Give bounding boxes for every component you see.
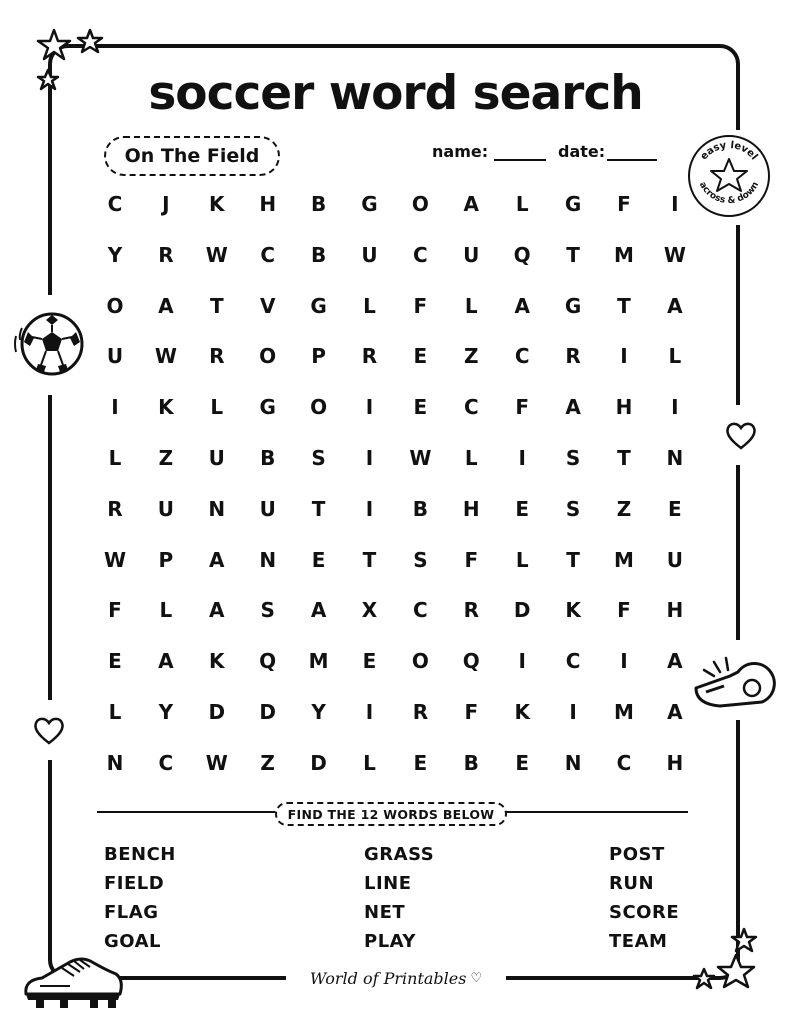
grid-letter[interactable]: U	[361, 242, 378, 267]
grid-letter[interactable]: Y	[107, 242, 123, 267]
grid-letter[interactable]: C	[565, 649, 581, 674]
grid-letter[interactable]: A	[310, 598, 327, 623]
grid-letter[interactable]: F	[617, 598, 631, 623]
grid-letter[interactable]: E	[413, 395, 428, 420]
grid-letter[interactable]: G	[361, 192, 378, 216]
grid-letter[interactable]: O	[259, 344, 277, 369]
heart-icon	[32, 715, 66, 747]
grid-letter[interactable]: S	[565, 496, 581, 521]
grid-letter[interactable]: Q	[513, 242, 531, 267]
grid-letter[interactable]: A	[514, 293, 530, 318]
badge-line1: easy level	[698, 139, 760, 163]
word-item: GOAL	[104, 931, 161, 952]
date-line[interactable]	[607, 145, 657, 161]
grid-letter[interactable]: F	[464, 700, 479, 724]
word-item: SCORE	[609, 902, 680, 923]
word-item: POST	[609, 844, 665, 865]
grid-letter[interactable]: T	[209, 293, 224, 318]
grid-letter[interactable]: L	[464, 293, 478, 318]
grid-letter[interactable]: W	[663, 242, 686, 267]
word-item: GRASS	[364, 844, 435, 865]
grid-letter[interactable]: A	[209, 547, 225, 572]
grid-letter[interactable]: A	[667, 293, 683, 318]
grid-letter[interactable]: O	[310, 395, 328, 420]
word-item: FIELD	[104, 873, 165, 894]
grid-letter[interactable]: A	[667, 700, 683, 724]
grid-letter[interactable]: R	[361, 344, 378, 369]
soccer-ball-icon	[12, 310, 88, 380]
grid-letter[interactable]: A	[667, 649, 683, 674]
grid-letter[interactable]: S	[260, 598, 275, 623]
grid-letter[interactable]: L	[210, 395, 224, 420]
word-item: NET	[364, 902, 406, 923]
grid-letter[interactable]: Z	[158, 446, 174, 470]
grid-letter[interactable]: E	[362, 649, 377, 674]
grid-letter[interactable]: A	[209, 598, 225, 623]
grid-letter[interactable]: R	[565, 344, 581, 369]
grid-letter[interactable]: C	[413, 242, 428, 267]
grid-letter[interactable]: W	[205, 242, 228, 267]
star-icon	[694, 969, 714, 988]
theme-label: On The Field	[104, 136, 280, 176]
grid-letter[interactable]: U	[463, 242, 480, 267]
grid-letter[interactable]: G	[259, 395, 276, 420]
grid-letter[interactable]: U	[259, 496, 276, 521]
grid-letter[interactable]: I	[111, 395, 119, 420]
grid-letter[interactable]: R	[209, 344, 225, 369]
grid-letter[interactable]: K	[209, 192, 225, 216]
word-item: TEAM	[609, 931, 668, 952]
whistle-icon	[690, 648, 780, 712]
grid-letter[interactable]: I	[365, 395, 374, 420]
grid-letter[interactable]: E	[515, 750, 530, 775]
grid-letter[interactable]: F	[464, 547, 479, 572]
grid-letter[interactable]: K	[209, 649, 225, 674]
grid-letter[interactable]: B	[463, 750, 479, 775]
grid-letter[interactable]: F	[413, 293, 428, 318]
grid-letter[interactable]: A	[158, 649, 174, 674]
star-icon	[38, 70, 58, 89]
date-label: date:	[558, 142, 606, 161]
grid-letter[interactable]: G	[564, 192, 582, 216]
star-icon	[78, 30, 102, 52]
grid-letter[interactable]: L	[515, 547, 529, 572]
grid-letter[interactable]: D	[513, 598, 531, 623]
grid-letter[interactable]: B	[260, 446, 276, 470]
grid-letter[interactable]: G	[564, 293, 582, 318]
grid-letter[interactable]: M	[614, 242, 634, 267]
grid-letter[interactable]: L	[363, 293, 376, 318]
grid-letter[interactable]: A	[463, 192, 480, 216]
grid-letter[interactable]: N	[564, 750, 582, 775]
grid-letter[interactable]: D	[259, 700, 276, 724]
grid-letter[interactable]: K	[565, 598, 581, 623]
grid-letter[interactable]: H	[615, 395, 633, 420]
grid-letter[interactable]: T	[617, 446, 631, 470]
grid-letter[interactable]: N	[259, 547, 277, 572]
grid-letter[interactable]: I	[671, 192, 679, 216]
grid-letter[interactable]: L	[363, 750, 376, 775]
grid-letter[interactable]: K	[158, 395, 174, 420]
grid-letter[interactable]: B	[412, 496, 429, 521]
grid-letter[interactable]: S	[413, 547, 428, 572]
grid-letter[interactable]: R	[463, 598, 479, 623]
grid-letter[interactable]: O	[411, 192, 429, 216]
grid-letter[interactable]: Y	[158, 700, 174, 724]
word-item: RUN	[609, 873, 655, 894]
grid-letter[interactable]: K	[514, 700, 530, 724]
grid-letter[interactable]: C	[158, 750, 174, 775]
grid-letter[interactable]: A	[565, 395, 581, 420]
grid-letter[interactable]: R	[107, 496, 123, 521]
grid-letter[interactable]: N	[106, 750, 124, 775]
grid-letter[interactable]: E	[413, 750, 428, 775]
grid-letter[interactable]: W	[154, 344, 177, 369]
grid-letter[interactable]: I	[365, 700, 374, 724]
grid-letter[interactable]: F	[108, 598, 122, 623]
word-item: LINE	[364, 873, 412, 894]
grid-letter[interactable]: V	[259, 293, 276, 318]
divider-left	[97, 811, 277, 813]
grid-letter[interactable]: B	[310, 242, 327, 267]
grid-letter[interactable]: U	[106, 344, 124, 369]
heart-icon	[724, 420, 758, 452]
grid-letter[interactable]: U	[666, 547, 684, 572]
grid-letter[interactable]: L	[159, 598, 173, 623]
grid-letter[interactable]: C	[413, 598, 428, 623]
grid-letter[interactable]: D	[208, 700, 226, 724]
grid-letter[interactable]: X	[361, 598, 378, 623]
grid-letter[interactable]: H	[666, 598, 684, 623]
stars-cluster-top-left	[34, 26, 108, 98]
grid-letter[interactable]: L	[464, 446, 478, 470]
grid-letter[interactable]: C	[514, 344, 530, 369]
divider-right	[505, 811, 688, 813]
grid-letter[interactable]: I	[365, 446, 374, 470]
find-words-label: FIND THE 12 WORDS BELOW	[275, 802, 507, 826]
grid-letter[interactable]: E	[413, 344, 428, 369]
grid-letter[interactable]: E	[515, 496, 530, 521]
grid-letter[interactable]: S	[565, 446, 581, 470]
grid-letter[interactable]: N	[208, 496, 226, 521]
grid-letter[interactable]: G	[310, 293, 327, 318]
name-label: name:	[432, 142, 489, 161]
grid-letter[interactable]: U	[208, 446, 225, 470]
grid-letter[interactable]: E	[108, 649, 122, 674]
grid-letter[interactable]: T	[566, 242, 580, 267]
grid-letter[interactable]: Q	[259, 649, 277, 674]
grid-letter[interactable]: O	[106, 293, 124, 318]
grid-letter[interactable]: N	[666, 446, 684, 470]
grid-letter[interactable]: L	[515, 192, 529, 216]
grid-letter[interactable]: T	[617, 293, 631, 318]
grid-letter[interactable]: A	[158, 293, 174, 318]
grid-letter[interactable]: B	[310, 192, 327, 216]
page-title: soccer word search	[148, 66, 643, 121]
grid-letter[interactable]: W	[103, 547, 127, 572]
credit-text	[286, 964, 506, 992]
grid-letter[interactable]: H	[462, 496, 480, 521]
grid-letter[interactable]: T	[311, 496, 326, 521]
date-field[interactable]	[558, 142, 657, 161]
grid-letter[interactable]: E	[311, 547, 326, 572]
grid-letter[interactable]: I	[365, 496, 374, 521]
grid-letter[interactable]: W	[205, 750, 228, 775]
grid-letter[interactable]: C	[107, 192, 123, 216]
grid-letter[interactable]: J	[162, 192, 170, 216]
grid-letter[interactable]: H	[259, 192, 277, 216]
grid-letter[interactable]: P	[311, 344, 326, 369]
word-item: FLAG	[104, 902, 159, 923]
grid-letter[interactable]: R	[412, 700, 429, 724]
grid-letter[interactable]: C	[616, 750, 632, 775]
grid-letter[interactable]: T	[566, 547, 580, 572]
grid-letter[interactable]: I	[569, 700, 577, 724]
grid-letter[interactable]: Z	[260, 750, 275, 775]
grid-letter[interactable]: H	[666, 750, 684, 775]
name-field[interactable]	[432, 142, 546, 161]
stars-cluster-bottom-right	[690, 925, 760, 997]
grid-letter[interactable]: L	[108, 446, 122, 470]
grid-letter[interactable]: E	[668, 496, 682, 521]
grid-letter[interactable]: W	[409, 446, 432, 470]
name-line[interactable]	[494, 145, 546, 161]
grid-letter[interactable]: Z	[616, 496, 632, 521]
soccer-cleat-icon	[20, 950, 126, 1012]
grid-letter[interactable]: L	[668, 344, 682, 369]
word-item: PLAY	[364, 931, 416, 952]
grid-letter[interactable]: I	[620, 344, 628, 369]
grid-letter[interactable]: D	[310, 750, 327, 775]
grid-letter[interactable]: F	[515, 395, 530, 420]
grid-letter[interactable]: Y	[311, 700, 326, 724]
grid-letter[interactable]: M	[308, 649, 329, 674]
grid-letter[interactable]: F	[617, 192, 631, 216]
grid-letter[interactable]: I	[671, 395, 679, 420]
star-icon	[732, 929, 756, 951]
grid-letter[interactable]: C	[463, 395, 479, 420]
word-item: BENCH	[104, 844, 176, 865]
grid-letter[interactable]: C	[260, 242, 276, 267]
grid-letter[interactable]: M	[614, 547, 634, 572]
grid-letter[interactable]: Q	[462, 649, 480, 674]
grid-letter[interactable]: P	[158, 547, 174, 572]
heart-icon: ♡	[470, 970, 483, 986]
grid-letter[interactable]: Z	[464, 344, 479, 369]
grid-letter[interactable]: I	[518, 649, 526, 674]
grid-letter[interactable]: O	[411, 649, 429, 674]
credit-label: World of Printables	[309, 968, 467, 988]
grid-letter[interactable]: S	[311, 446, 326, 470]
grid-letter[interactable]: M	[614, 700, 634, 724]
star-icon	[38, 30, 70, 59]
star-icon	[718, 955, 754, 987]
grid-letter[interactable]: I	[518, 446, 526, 470]
badge-line2: across & down	[696, 180, 762, 207]
grid-letter[interactable]: R	[158, 242, 174, 267]
grid-letter[interactable]: U	[157, 496, 175, 521]
grid-letter[interactable]: I	[620, 649, 628, 674]
grid-letter[interactable]: T	[362, 547, 377, 572]
grid-letter[interactable]: L	[108, 700, 122, 724]
